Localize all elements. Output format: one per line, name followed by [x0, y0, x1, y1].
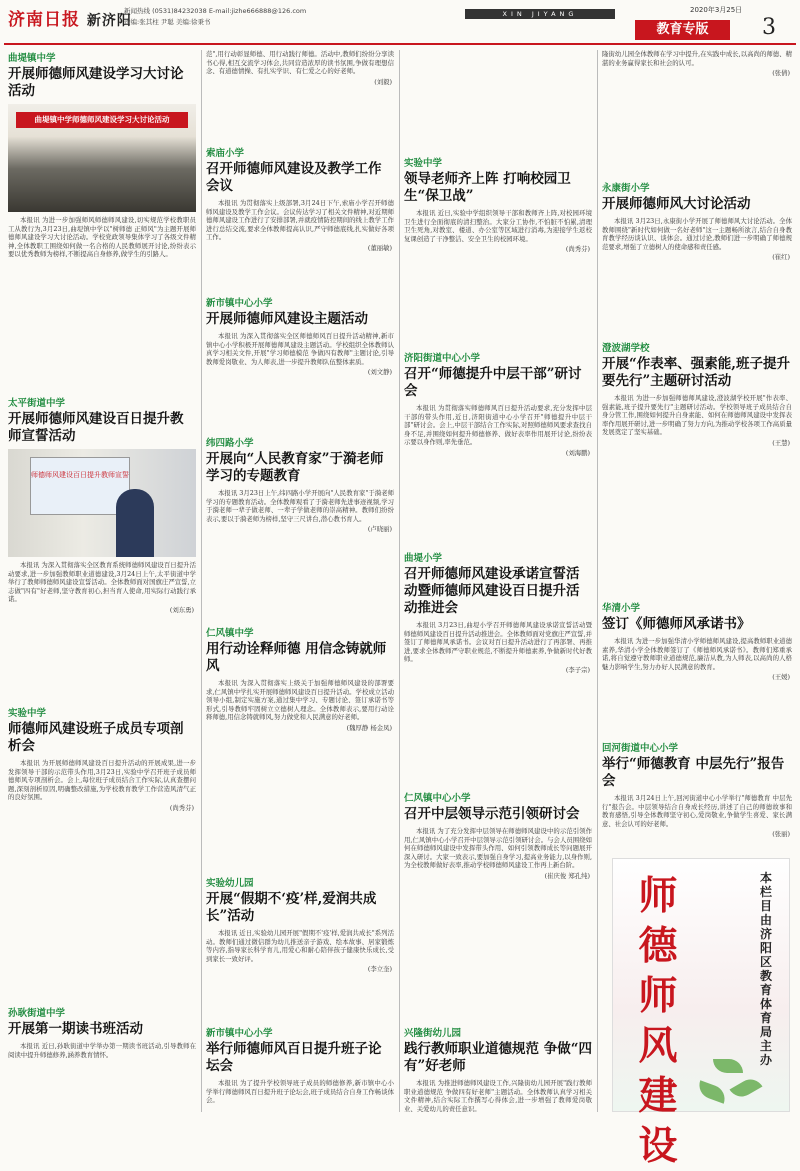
article-body: 本报讯 近日,实验中学组织领导干部和教师齐上阵,对校园环境卫生进行全面彻底的清扫整治。大家分工协作,不怕脏不怕累,清理卫生死角,对教室、楼道、办公室等区域进行消毒,为迎接学生返校复课创造了干净整洁、安全卫生的校园环境。 — [404, 209, 592, 243]
school-name: 太平街道中学 — [8, 398, 66, 409]
leaf-decoration-icon — [696, 1080, 729, 1103]
article-body: 本报讯 为深入贯彻落实上级关于加强师德师风建设的部署要求,仁风镇中学扎实开展师德师风建设百日提升活动。学校成立活动领导小组,制定实施方案,通过集中学习、专题讨论、签订承诺书等形式,引导教师牢固树立立德树人理念。全体教师表示,要用行动诠释师德,用信念铸就师风,努力做党和人民满意的好老师。 — [206, 679, 394, 722]
article — [400, 155, 596, 340]
promo-title: 师德师风建设 — [638, 873, 678, 1169]
article-body: 本报讯 为了充分发挥中层领导在师德师风建设中的示范引领作用,仁风镇中心小学召开中层领导示范引领研讨会。与会人员围绕如何在师德师风建设中发挥带头作用、如何引领教师成长等问题展开深入研讨。大家一致表示,要加强自身学习,提高业务能力,以身作则,为全校教师做好表率,推动学校师德师风建设工作再上新台阶。 — [404, 827, 592, 870]
headline: 领导老师齐上阵 打响校园卫生“保卫战” — [404, 171, 571, 204]
school-name: 华清小学 — [602, 603, 641, 614]
article — [4, 50, 200, 380]
article-body: 本报讯 为进一步加强华清小学师德师风建设,提高教师职业道德素养,华清小学全体教师签订了《师德师风承诺书》。教师们郑重承诺,将自觉遵守教师职业道德规范,廉洁从教,为人师表,以高尚的人格魅力影响学生,努力办好人民满意的教育。 — [602, 637, 792, 671]
article — [4, 1005, 200, 1112]
school-name: 仁风镇中心小学 — [404, 793, 471, 804]
article-body: 本报讯 近日,实验幼儿园开展"假期不'疫'样,爱润共成长"系列活动。教师们通过微信群为幼儿推送亲子游戏、绘本故事、居家锻炼等内容,指导家长科学育儿,用爱心和耐心陪伴孩子健康快乐成长,受到家长一致好评。 — [206, 929, 394, 963]
byline: (崔红) — [772, 253, 790, 262]
article-body: 本报讯 为贯彻落实上级部署,3月24日下午,索庙小学召开师德师风建设及教学工作会议。会议传达学习了相关文件精神,对近期师德师风建设工作进行了安排部署,并就疫情防控期间的线上教学工作进行总结交流,要求全体教师提高认识,严守师德底线,扎实做好各项工作。 — [206, 199, 394, 242]
byline: (张丽) — [772, 830, 790, 839]
school-name: 索庙小学 — [206, 148, 245, 159]
article-body: 本报讯 3月23日,曲堤小学召开师德师风建设承诺宣誓活动暨师德师风建设百日提升活动推进会。全体教师面对党旗庄严宣誓,并签订了师德师风承诺书。会议对百日提升活动进行了再部署、再推进,要求全体教师严守职业规范,不断提升师德素养,争做新时代好教师。 — [404, 621, 592, 664]
headline: 师德师风建设班子成员专项剖析会 — [8, 721, 184, 754]
article — [202, 145, 398, 285]
headline: 开展“作表率、强素能,班子提升要先行”主题研讨活动 — [602, 356, 790, 389]
article-body: 本报讯 为开展师德师风建设百日提升活动的开展成果,进一步发挥领导干部的示范带头作用,3月23日,实验中学召开班子成员师德师风专项剖析会。会上,每位班子成员结合工作实际,认真查摆问题,深刻剖析原因,明确整改措施,为学校教育教学工作营造风清气正的良好氛围。 — [8, 759, 196, 802]
article-body: 本报讯 3月23日,永康街小学开展了师德师风大讨论活动。全体教师围绕"新时代如何做一名好老师"这一主题畅所欲言,结合自身教育教学经历谈认识、谈体会。通过讨论,教师们进一步明确了师德规范要求,增强了立德树人的使命感和责任感。 — [602, 217, 792, 251]
article-body: 隆街幼儿园全体教师在学习中提升,在实践中成长,以高尚的师德、精湛的业务赢得家长和社会的认可。 — [602, 50, 792, 67]
column-3 — [400, 50, 596, 1112]
speaker-figure — [116, 489, 154, 557]
column-promo-box — [612, 858, 790, 1169]
article — [4, 395, 200, 695]
column-2 — [202, 50, 398, 1112]
article — [598, 180, 796, 330]
school-name: 济阳街道中心小学 — [404, 353, 481, 364]
headline: 开展第一期读书班活动 — [8, 1021, 143, 1037]
school-name: 新市镇中心小学 — [206, 298, 273, 309]
school-name: 澄波湖学校 — [602, 343, 650, 354]
masthead-info: 新闻热线 (0531)84232038 E-mail:jizhe666888@126.com 责编:张其柱 尹聪 美编:徐秉书 — [124, 7, 307, 26]
article — [400, 550, 596, 780]
school-name: 永康街小学 — [602, 183, 650, 194]
article-body: 本报讯 3月23日上午,纬四路小学开展向"人民教育家"于漪老师学习的专题教育活动。全体教师观看了于漪老师先进事迹视频,学习于漪老师一辈子做老师、一辈子学做老师的崇高精神。教师们纷纷表示,要以于漪老师为榜样,坚守三尺讲台,潜心教书育人。 — [206, 489, 394, 523]
headline: 用行动诠释师德 用信念铸就师风 — [206, 641, 387, 674]
article-body: 本报讯 为深入贯彻落实全区教育系统师德师风建设百日提升活动要求,进一步加强教师职业道德建设,3月24日上午,太平街道中学举行了教师师德师风建设宣誓活动。全体教师面对国旗庄严宣誓,立志做"四有"好老师,坚守教育初心,担当育人使命,用实际行动践行承诺。 — [8, 561, 196, 604]
headline: 召开师德师风建设及教学工作会议 — [206, 161, 382, 194]
projection-screen: 师德师风建设百日提升教师宣誓 — [30, 457, 130, 515]
school-name: 孙耿街道中学 — [8, 1008, 66, 1019]
headline: 开展师德师风建设学习大讨论活动 — [8, 66, 184, 99]
article — [202, 625, 398, 865]
byline: (尚秀芬) — [565, 245, 590, 254]
byline: (魏厚静 杨金凤) — [346, 723, 392, 732]
byline: (崔庆俊 郑孔纯) — [544, 871, 590, 880]
header-rule — [4, 43, 796, 45]
issue-date: 2020年3月25日 — [690, 6, 743, 14]
byline: (张倩) — [772, 69, 790, 78]
byline: (刘海鹏) — [565, 448, 590, 457]
headline: 召开“师德提升中层干部”研讨会 — [404, 366, 582, 399]
article — [598, 600, 796, 730]
byline: (王媛) — [772, 673, 790, 682]
byline: (李子宗) — [565, 665, 590, 674]
event-banner: 曲堤镇中学师德师风建设学习大讨论活动 — [16, 112, 188, 128]
article-body: 本报讯 为推进师德师风建设工作,兴隆街幼儿园开展"践行教师职业道德规范 争做四有好老师"主题活动。全体教师认真学习相关文件精神,结合实际工作撰写心得体会,进一步增强了教师爱岗敬业、关爱幼儿的责任意识。 — [404, 1079, 592, 1113]
article-continuation — [598, 50, 796, 175]
column-1 — [4, 50, 200, 1112]
promo-subtitle: 本栏目由济阳区教育体育局主办 — [759, 871, 772, 1067]
article — [202, 875, 398, 1015]
headline: 举行“师德教育 中层先行”报告会 — [602, 756, 785, 789]
article — [202, 435, 398, 615]
school-name: 纬四路小学 — [206, 438, 254, 449]
byline: (董丽敏) — [367, 243, 392, 252]
byline: (刘文静) — [367, 368, 392, 377]
article — [400, 350, 596, 540]
pinyin-bar: XIN JIYANG — [465, 9, 615, 19]
leaf-decoration-icon — [730, 1074, 763, 1101]
article-body: 本报讯 为了提升学校领导班子成员的师德修养,新市镇中心小学举行师德师风百日提升班子论坛会,班子成员结合自身工作畅谈体会。 — [206, 1079, 394, 1105]
article — [202, 1025, 398, 1112]
article-body: 本报讯 为进一步加强师德师风建设,澄波湖学校开展"作表率、强素能,班子提升要先行"主题研讨活动。学校领导班子成员结合自身分管工作,围绕如何提升自身素能、如何在师德师风建设中发挥表率作用展开研讨,进一步明确了努力方向,为推动学校各项工作高质量发展奠定了坚实基础。 — [602, 394, 792, 437]
headline: 开展“假期不‘疫’样,爱润共成长”活动 — [206, 891, 377, 924]
leaf-decoration-icon — [713, 1059, 743, 1073]
event-photo — [8, 104, 196, 212]
article — [4, 705, 200, 995]
school-name: 实验幼儿园 — [206, 878, 254, 889]
byline: (李立奎) — [367, 965, 392, 974]
article — [400, 1025, 596, 1112]
newspaper-logo: 济南日报 新济阳 — [8, 10, 132, 30]
article — [598, 340, 796, 590]
article-body: 本报讯 为贯彻落实师德师风百日提升活动要求,充分发挥中层干部的带头作用,近日,济阳街道中心小学召开"师德提升中层干部"研讨会。会上,中层干部结合工作实际,对照师德师风要求查找自身不足,并围绕如何提升师德修养、做好表率作用展开讨论,纷纷表示要以身作则,率先垂范。 — [404, 404, 592, 447]
headline: 召开师德师风建设承诺宣誓活动暨师德师风建设百日提升活动推进会 — [404, 566, 580, 616]
byline: (王慧) — [772, 438, 790, 447]
headline: 践行教师职业道德规范 争做“四有”好老师 — [404, 1041, 592, 1074]
school-name: 实验中学 — [404, 158, 443, 169]
article — [202, 295, 398, 425]
article-body: 本报讯 3月24日上午,回河街道中心小学举行"师德教育 中层先行"报告会。中层领导结合自身成长经历,讲述了自己的师德故事和教育感悟,引导全体教师坚守初心,爱岗敬业,争做学生喜爱、家长满意、社会认可的好老师。 — [602, 794, 792, 828]
article-body: 范",用行动彰显师德、用行动践行师德。活动中,教师们纷纷分享读书心得,相互交流学习体会,共同营造浓厚的读书氛围,争做有理想信念、有道德情操、有扎实学识、有仁爱之心的好老师。 — [206, 50, 394, 76]
byline: (卢晓丽) — [367, 525, 392, 534]
school-name: 曲堤小学 — [404, 553, 443, 564]
article — [598, 740, 796, 850]
headline: 开展师德师风建设百日提升教师宣誓活动 — [8, 411, 184, 444]
headline: 开展师德师风建设主题活动 — [206, 311, 368, 327]
byline: (刘东勇) — [169, 605, 194, 614]
headline: 签订《师德师风承诺书》 — [602, 616, 751, 632]
school-name: 兴隆街幼儿园 — [404, 1028, 462, 1039]
article-body: 本报讯 为进一步加强师风师德师风建设,切实规范学校教职员工从教行为,3月23日,曲堤镇中学以"树师德 正师风"为主题开展师德师风建设学习大讨论活动。学校党政领导集体学习了各级文件精神,全体教职工围绕如何做一名合格的人民教师展开讨论,纷纷表示要以优秀教师为榜样,不断提高自身修养,做学生的引路人。 — [8, 216, 196, 259]
headline: 开展师德师风大讨论活动 — [602, 196, 751, 212]
school-name: 实验中学 — [8, 708, 47, 719]
section-title: 教育专版 — [635, 20, 730, 40]
headline: 召开中层领导示范引领研讨会 — [404, 806, 580, 822]
byline: (刘毅) — [374, 77, 392, 86]
article — [400, 790, 596, 1015]
byline: (尚秀芬) — [169, 803, 194, 812]
article-continuation — [202, 50, 398, 135]
event-photo — [8, 449, 196, 557]
school-name: 仁风镇中学 — [206, 628, 254, 639]
page-number: 3 — [762, 15, 776, 40]
headline: 开展向“人民教育家”于漪老师学习的专题教育 — [206, 451, 384, 484]
school-name: 回河街道中心小学 — [602, 743, 679, 754]
headline: 举行师德师风百日提升班子论坛会 — [206, 1041, 382, 1074]
article-body: 本报讯 为深入贯彻落实全区师德师风百日提升活动精神,新市镇中心小学积极开展师德师风建设主题活动。学校组织全体教师认真学习相关文件,开展"学习师德模范 争做四有教师"主题讨论,引导教师爱岗敬业、为人师表,进一步提升教师队伍整体素质。 — [206, 332, 394, 366]
article-body: 本报讯 近日,孙耿街道中学举办第一期读书班活动,引导教师在阅读中提升师德修养,涵养教育情怀。 — [8, 1042, 196, 1059]
school-name: 曲堤镇中学 — [8, 53, 56, 64]
school-name: 新市镇中心小学 — [206, 1028, 273, 1039]
masthead — [0, 0, 800, 44]
